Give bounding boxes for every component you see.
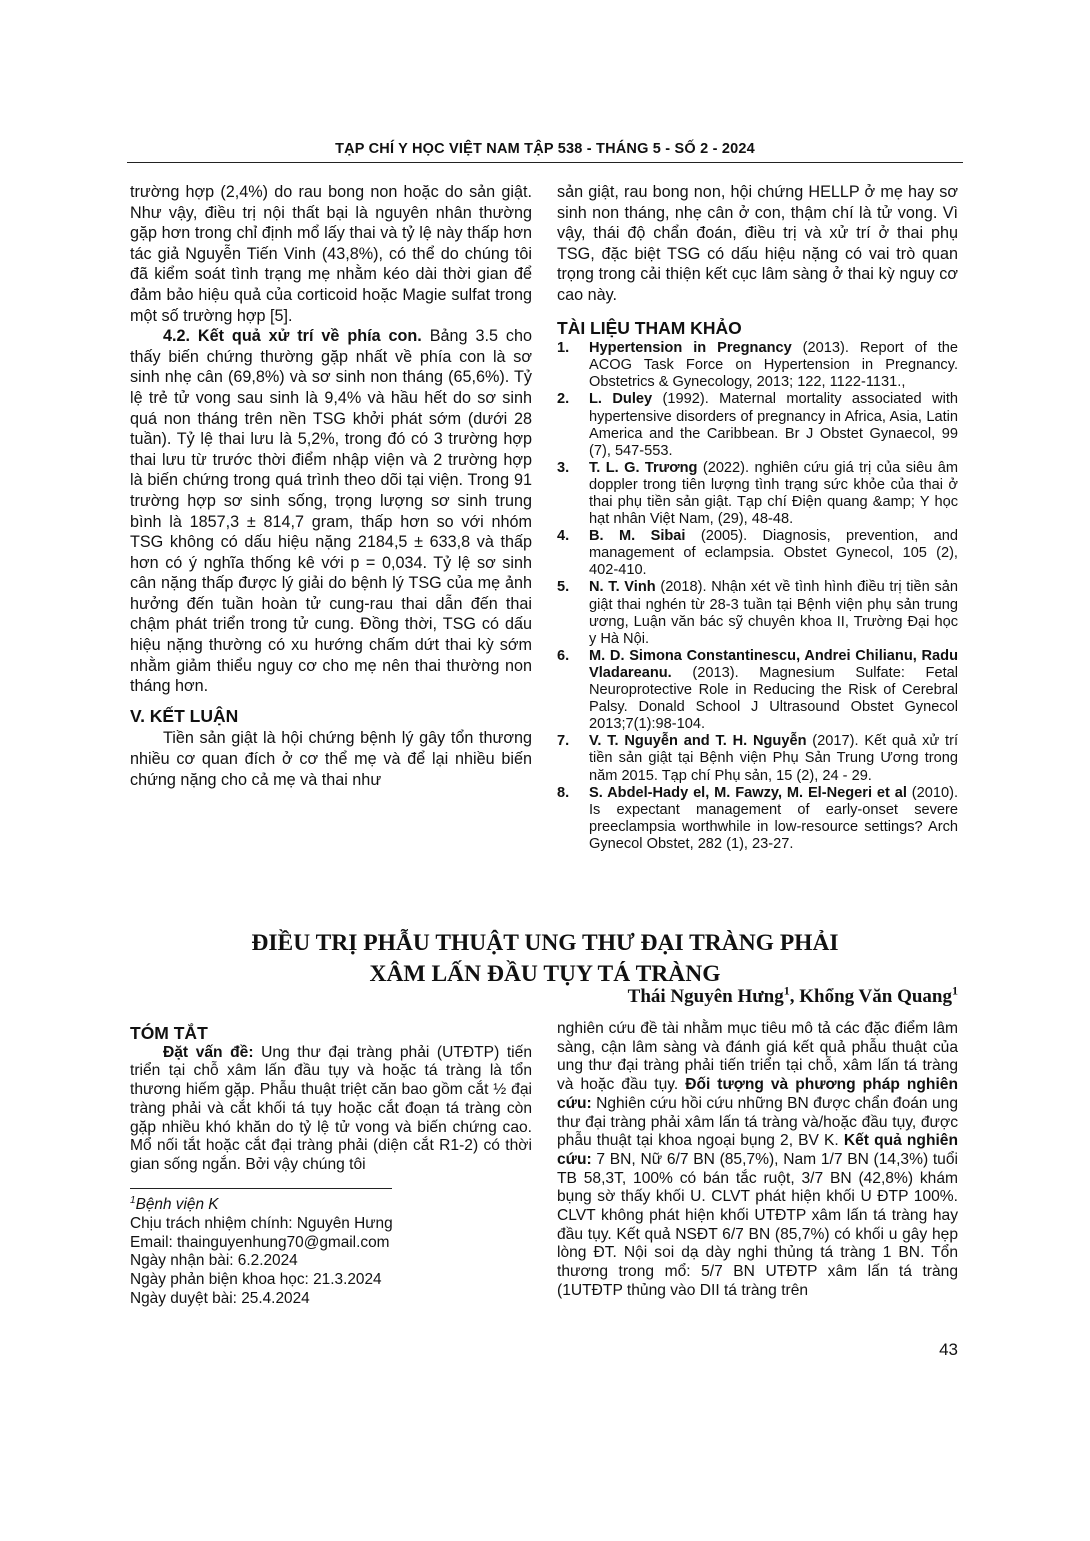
background-label: Đặt vấn đề: xyxy=(163,1043,254,1061)
background-text: Ung thư đại tràng phải (UTĐTP) tiến triển tại chỗ xâm lấn đầu tụy và hoặc tá tràng là tổn thương hiếm gặp. Phẫu thuật triệt căn bao gồm cắt ½ đại tràng phải và cắt khối tá tụy hoặc cắt đoạn tá tràng còn gặp nhiều khó khăn do tỷ lệ tử vong và biến chứng cao. Mổ nối tắt hoặc cắt đại tràng phải (diện cắt R1-2) có thời gian sống ngắn. Bởi vậy chúng tôi xyxy=(130,1043,532,1173)
objectives-text: nghiên cứu đề tài nhằm mục tiêu mô tả các đặc điểm lâm sàng, cận lâm sàng và đánh giá kết quả phẫu thuật của ung thư đại tràng phải tiến triển tại chỗ, xâm lấn tá tràng và hoặc đầu tụy. xyxy=(557,1020,958,1094)
reference-item xyxy=(557,733,958,784)
discussion-paragraph: trường hợp (2,4%) do rau bong non hoặc do sản giật. Như vậy, điều trị nội thất bại là nguyên nhân thường gặp hơn trong chỉ định mổ lấy thai và tỷ lệ này thấp hơn tác giả Nguyễn Tiến Vinh (43,8%), có thể do chúng tôi đã kiểm soát tình trạng mẹ nhằm kéo dài thời gian để đảm bảo hiệu quả của corticoid hoặc Magie sulfat trong một số trường hợp [5]. xyxy=(130,183,532,325)
reference-number: 2. xyxy=(557,391,570,408)
section-4-2-heading: 4.2. Kết quả xử trí về phía con. xyxy=(163,327,422,346)
reference-text: (2017). Kết quả xử trí tiền sản giật tại Bệnh viện Phụ Sản Trung Ương trong năm 2015. Tạp chí Phụ sản, 15 (2), 24 - 29. xyxy=(589,733,959,784)
reference-authors: S. Abdel-Hady el, M. Fawzy, M. El-Negeri et al xyxy=(589,784,907,801)
reference-number: 3. xyxy=(557,459,570,476)
abstract-continuation xyxy=(557,1020,958,1301)
reference-text: (1992). Maternal mortality associated with hypertensive disorders of pregnancy in Africa, Asia, Latin America and the Caribbean. Br J Obstet Gynaecol, 99 (7), 547-553. xyxy=(589,391,959,459)
author-separator: , xyxy=(789,986,800,1007)
right-column xyxy=(557,182,958,853)
reference-item xyxy=(557,460,958,528)
author-2-affiliation-mark: 1 xyxy=(952,983,958,998)
reference-number: 1. xyxy=(557,340,570,357)
article-title xyxy=(127,928,963,990)
conclusion-paragraph: Tiền sản giật là hội chứng bệnh lý gây tổn thương nhiều cơ quan đích ở cơ thể mẹ và để lại nhiều biến chứng nặng cho cả mẹ và thai như xyxy=(130,729,532,789)
footnote-rule xyxy=(130,1188,392,1189)
reference-authors: Hypertension in Pregnancy xyxy=(589,340,792,357)
author-2: Khổng Văn Quang xyxy=(799,986,952,1007)
reference-authors: M. D. Simona Constantinescu, Andrei Chilianu, Radu Vladareanu. xyxy=(589,647,958,681)
reference-text: (2018). Nhận xét về tình hình điều trị tiền sản giật thai nghén từ 28-3 tuần tại Bệnh viện phụ sản trung ương, Luận văn bác sỹ chuyên khoa II, Trường Đại học y Hà Nội. xyxy=(589,579,958,647)
reference-item xyxy=(557,785,958,853)
running-head: TẠP CHÍ Y HỌC VIỆT NAM TẬP 538 - THÁNG 5 - SỐ 2 - 2024 xyxy=(335,141,755,157)
reference-item xyxy=(557,579,958,647)
author-1-affiliation-mark: 1 xyxy=(783,983,790,998)
reference-number: 6. xyxy=(557,647,570,664)
conclusion-heading: V. KẾT LUẬN xyxy=(130,705,239,726)
received-date: Ngày nhận bài: 6.2.2024 xyxy=(130,1252,298,1270)
reference-number: 8. xyxy=(557,784,570,801)
email: Email: thainguyenhung70@gmail.com xyxy=(130,1233,390,1251)
affiliation-mark: 1 xyxy=(130,1194,136,1206)
reference-list xyxy=(557,340,958,853)
reference-number: 5. xyxy=(557,579,570,596)
left-column xyxy=(130,182,532,790)
affiliation xyxy=(130,1196,532,1215)
section-4-2-text: Bảng 3.5 cho thấy biến chứng thường gặp nhất về phía con là sơ sinh nhẹ cân (69,8%) và sơ sinh non tháng (65,6%). Tỷ lệ trẻ tử vong sau sinh là 9,4% và hầu hết do sơ sinh quá non tháng trên nền TSG khởi phát sớm (dưới 28 tuần). Tỷ lệ thai lưu là 5,2%, trong đó có 3 trường hợp thai lưu từ trước thời điểm nhập viện và 2 trường hợp là biến chứng trong quá trình theo dõi tại viện. Trong 91 trường hợp sơ sinh sống, trọng lượng sơ sinh trung bình là 1857,3 ± 814,7 gram, thấp hơn so với nhóm TSG không có dấu hiệu nặng 2184,5 ± 633,8 và thấp hơn có ý nghĩa thống kê với p = 0,034. Tỷ lệ sơ sinh cân nặng thấp được lý giải do bệnh lý TSG của mẹ ảnh hưởng đến tuần hoàn tử cung-rau thai dẫn đến thai chậm phát triển trong tử cung. Đồng thời, TSG có dấu hiệu nặng thường có xu hướng chấm dứt thai kỳ sớm nhằm giảm thiểu nguy cơ cho mẹ nên thai thường non tháng hơn. xyxy=(130,327,532,696)
article-title-line-2: XÂM LẤN ĐẦU TỤY TÁ TRÀNG xyxy=(369,961,721,987)
reference-text: (2013). Magnesium Sulfate: Fetal Neuroprotective Role in Reducing the Risk of Cerebral Palsy. Donald School J Ultrasound Obstet Gynecol 2013;7(1):98-104. xyxy=(589,664,958,733)
reference-authors: T. L. G. Trương xyxy=(589,459,698,476)
reference-item xyxy=(557,391,958,459)
methods-text: Nghiên cứu hồi cứu những BN được chẩn đoán ung thư đại tràng phải xâm lấn tá tràng và/hoặc đầu tụy, được phẫu thuật tại khoa ngoại bụng 2, BV K. xyxy=(557,1094,958,1150)
reference-authors: L. Duley xyxy=(589,391,653,408)
abstract-right xyxy=(557,1020,958,1301)
abstract-background xyxy=(130,1044,532,1175)
reference-text: (2022). nghiên cứu giá trị của siêu âm doppler trong tiên lượng tình trạng sức khỏe của thai ở thai phụ tiền sản giật. Tạp chí Điện quang &amp; Y học hạt nhân Việt Nam, (29), 48-48. xyxy=(589,459,959,528)
review-date: Ngày phản biện khoa học: 21.3.2024 xyxy=(130,1271,382,1289)
affiliation-name: Bệnh viện K xyxy=(135,1196,219,1213)
reference-text: (2013). Report of the ACOG Task Force on Hypertension in Pregnancy. Obstetrics & Gynecology, 2013; 122, 1122-1131., xyxy=(589,340,958,391)
header-rule xyxy=(127,162,963,163)
corresponding-author: Chịu trách nhiệm chính: Nguyên Hưng xyxy=(130,1214,393,1232)
abstract-heading: TÓM TẮT xyxy=(130,1023,208,1043)
reference-number: 4. xyxy=(557,528,570,545)
results-label: Kết quả nghiên cứu: xyxy=(557,1132,958,1168)
reference-authors: V. T. Nguyễn and T. H. Nguyễn xyxy=(589,733,807,750)
conclusion-continuation: sản giật, rau bong non, hội chứng HELLP ở mẹ hay sơ sinh non tháng, nhẹ cân ở con, thậm chí là tử vong. Vì vậy, thái độ chẩn đoán, điều trị và xử trí ở thai phụ TSG, đặc biệt TSG có dấu hiệu nặng có vai trò quan trọng trong cải thiện kết cục lâm sàng ở thai kỳ nguy cơ cao này. xyxy=(557,183,958,304)
reference-number: 7. xyxy=(557,733,570,750)
article-title-line-1: ĐIỀU TRỊ PHẪU THUẬT UNG THƯ ĐẠI TRÀNG PHẢI xyxy=(251,930,839,956)
methods-label: Đối tượng và phương pháp nghiên cứu: xyxy=(557,1076,958,1112)
reference-authors: N. T. Vinh xyxy=(589,579,656,596)
reference-item xyxy=(557,528,958,579)
reference-item xyxy=(557,648,958,733)
reference-text: (2010). Is expectant management of early-onset severe preeclampsia worthwhile in low-resource settings? Arch Gynecol Obstet, 282 (1), 23-27. xyxy=(589,784,958,852)
accepted-date: Ngày duyệt bài: 25.4.2024 xyxy=(130,1289,310,1307)
page-number: 43 xyxy=(939,1340,958,1359)
section-4-2-paragraph xyxy=(130,326,532,697)
reference-text: (2005). Diagnosis, prevention, and management of eclampsia. Obstet Gynecol, 105 (2), 402-410. xyxy=(589,528,958,579)
results-text: 7 BN, Nữ 6/7 BN (85,7%), Nam 1/7 BN (14,3%) tuổi TB 58,3T, 100% có bán tắc ruột, 3/7 BN (42,8%) khám bụng sờ thấy khối U. CLVT phát hiện khối U ĐTP 100%. CLVT không phát hiện khối UTĐTP xâm lấn tá tràng hay đầu tụy. Kết quả NSĐT 6/7 BN (85,7%) có khối u gây hẹp lòng ĐT. Nội soi dạ dày nghi thủng tá tràng 1 BN. Tổn thương trong mổ: 5/7 BN UTĐTP xâm lấn tá tràng (1UTĐTP thủng vào DII tá tràng trên xyxy=(557,1150,958,1299)
author-1: Thái Nguyên Hưng xyxy=(627,986,784,1007)
references-heading: TÀI LIỆU THAM KHẢO xyxy=(557,317,742,338)
reference-item xyxy=(557,340,958,391)
footnote xyxy=(130,1196,532,1309)
abstract-left xyxy=(130,1024,532,1175)
reference-authors: B. M. Sibai xyxy=(589,528,686,545)
article-authors xyxy=(627,983,958,1008)
